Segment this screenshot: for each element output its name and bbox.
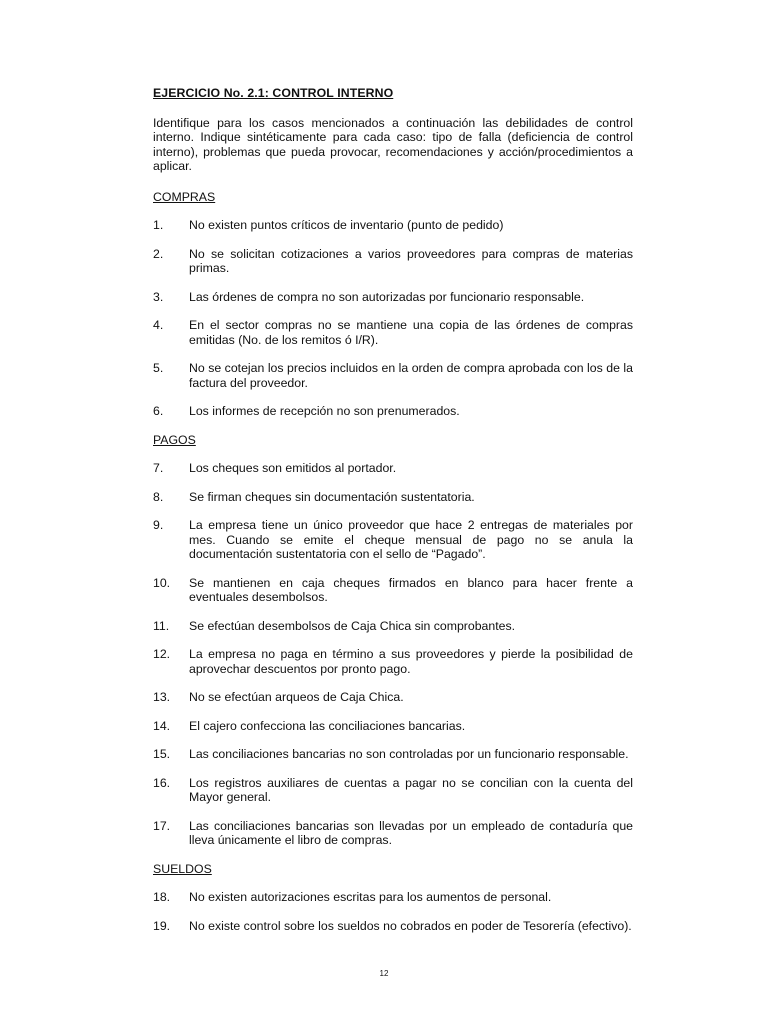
item-number: 15. [153, 747, 171, 761]
list-item [153, 576, 633, 605]
list-item [153, 247, 633, 276]
section-heading-compras: COMPRAS [153, 189, 216, 204]
list-item [153, 890, 633, 905]
item-number: 16. [153, 775, 171, 790]
list-item [153, 747, 633, 762]
document-page [153, 86, 633, 947]
item-text: Se efectúan desembolsos de Caja Chica sin comprobantes. [189, 618, 516, 633]
item-text: Los informes de recepción no son prenumerados. [189, 404, 460, 418]
list-item [153, 690, 633, 705]
item-text: Se mantienen en caja cheques firmados en blanco para hacer frente a eventuales desembolsos. [189, 575, 633, 604]
list-item [153, 404, 633, 419]
case-sections [153, 190, 633, 934]
item-text: Las conciliaciones bancarias son llevadas por un empleado de contaduría que lleva únicamente el libro de compras. [189, 818, 633, 847]
item-number: 3. [153, 289, 164, 304]
item-text: No existen autorizaciones escritas para los aumentos de personal. [189, 890, 552, 904]
exercise-instructions: Identifique para los casos mencionados a continuación las debilidades de control interno. Indique sintéticamente para cada caso: tipo de falla (deficiencia de control interno), problemas que pueda provocar, recomendaciones y acción/procedimientos a aplicar. [153, 115, 633, 173]
item-number: 19. [153, 918, 171, 933]
item-number: 10. [153, 575, 171, 590]
item-number: 18. [153, 890, 171, 904]
section-heading-pagos: PAGOS [153, 432, 196, 447]
item-number: 11. [153, 618, 170, 633]
exercise-title: EJERCICIO No. 2.1: CONTROL INTERNO [153, 86, 394, 100]
list-item [153, 619, 633, 634]
page-number: 12 [379, 969, 389, 978]
item-text: En el sector compras no se mantiene una copia de las órdenes de compras emitidas (No. de los remitos ó I/R). [189, 318, 633, 347]
list-item [153, 290, 633, 305]
list-item [153, 318, 633, 347]
item-text: Los registros auxiliares de cuentas a pagar no se concilian con la cuenta del Mayor general. [189, 775, 633, 804]
item-text: Los cheques son emitidos al portador. [189, 461, 397, 475]
list-item [153, 218, 633, 233]
item-number: 5. [153, 361, 164, 375]
item-text: Las conciliaciones bancarias no son controladas por un funcionario responsable. [189, 747, 629, 761]
item-text: La empresa no paga en término a sus proveedores y pierde la posibilidad de aprovechar descuentos por pronto pago. [189, 647, 633, 676]
list-item [153, 490, 633, 505]
item-text: No se cotejan los precios incluidos en la orden de compra aprobada con los de la factura del proveedor. [189, 361, 633, 390]
list-item [153, 819, 633, 848]
item-text: La empresa tiene un único proveedor que hace 2 entregas de materiales por mes. Cuando se emite el cheque mensual de pago no se anula la documentación sustentatoria con el sello de “Pagado”. [189, 518, 633, 561]
section-heading-sueldos: SUELDOS [153, 861, 212, 876]
list-item [153, 776, 633, 805]
item-text: No existen puntos críticos de inventario (punto de pedido) [189, 218, 504, 232]
list-item [153, 518, 633, 562]
list-item [153, 919, 633, 934]
item-text: El cajero confecciona las conciliaciones bancarias. [189, 718, 466, 733]
item-number: 14. [153, 718, 171, 733]
list-item [153, 361, 633, 390]
item-number: 2. [153, 246, 164, 261]
item-number: 4. [153, 318, 164, 332]
item-number: 6. [153, 404, 164, 418]
item-number: 12. [153, 647, 171, 661]
item-text: No se efectúan arqueos de Caja Chica. [189, 690, 404, 704]
item-text: No existe control sobre los sueldos no cobrados en poder de Tesorería (efectivo). [189, 918, 632, 933]
list-item [153, 461, 633, 476]
item-number: 1. [153, 218, 164, 232]
item-text: No se solicitan cotizaciones a varios proveedores para compras de materias primas. [189, 246, 633, 275]
item-text: Se firman cheques sin documentación sustentatoria. [189, 489, 475, 504]
list-item [153, 719, 633, 734]
item-number: 8. [153, 489, 164, 504]
item-number: 17. [153, 818, 171, 833]
list-item [153, 647, 633, 676]
item-text: Las órdenes de compra no son autorizadas por funcionario responsable. [189, 289, 585, 304]
item-number: 13. [153, 690, 171, 704]
item-number: 7. [153, 461, 164, 475]
item-number: 9. [153, 518, 164, 532]
